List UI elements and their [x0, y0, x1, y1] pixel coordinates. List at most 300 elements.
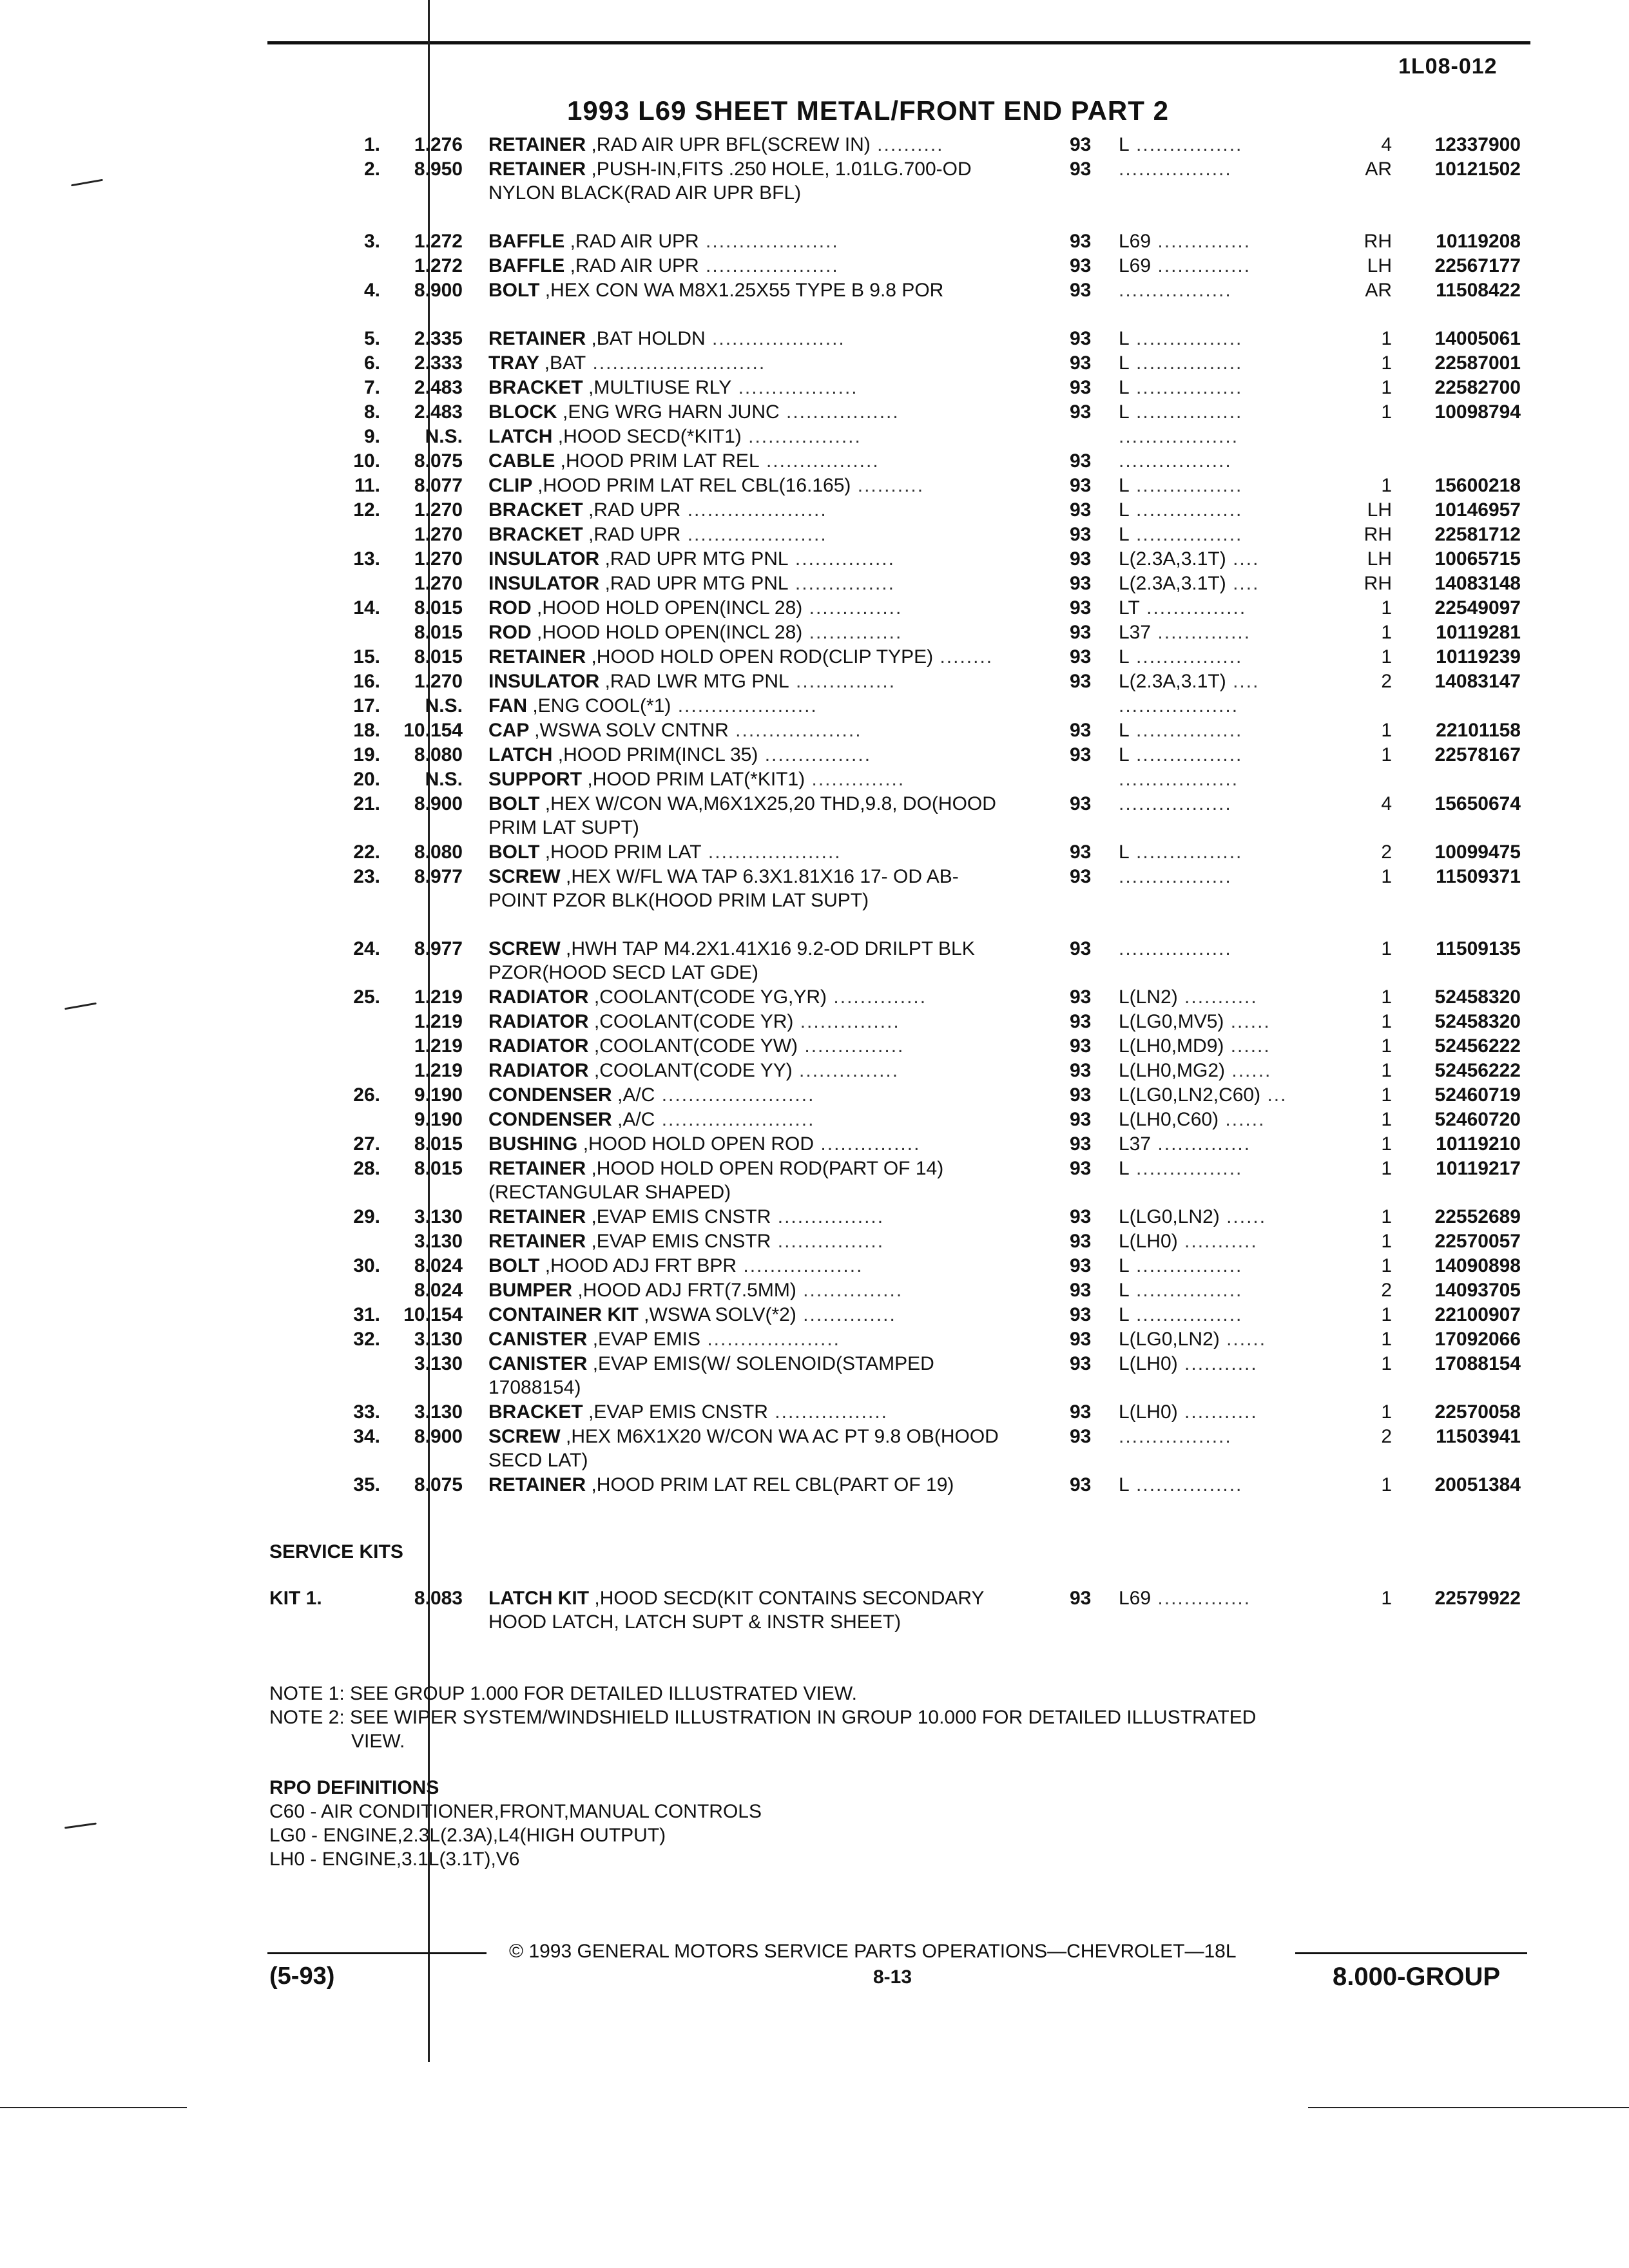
part-name: SCREW [488, 938, 566, 959]
model-code: ................. [1119, 1426, 1232, 1447]
page-number: 8-13 [873, 1966, 912, 1988]
scan-artifact-line [0, 2107, 187, 2108]
model-year: 93 [1070, 1401, 1092, 1423]
part-description: CAP ,WSWA SOLV CNTNR ................... [488, 720, 862, 741]
quantity: 1 [1381, 744, 1392, 765]
part-name: BOLT [488, 841, 545, 863]
part-number: 22100907 [1434, 1304, 1521, 1325]
part-detail: ,RAD UPR MTG PNL [604, 548, 789, 570]
part-detail: ,EVAP EMIS CNSTR [591, 1206, 771, 1227]
part-number: 17088154 [1434, 1353, 1521, 1374]
model-code: L(LG0,MV5) ...... [1119, 1011, 1271, 1032]
model-code: L ................ [1119, 841, 1243, 863]
part-number: 14090898 [1434, 1255, 1521, 1276]
model-year: 93 [1070, 1474, 1092, 1495]
part-number: 11508422 [1436, 280, 1521, 301]
part-detail: ,HOOD SECD(KIT CONTAINS SECONDARY HOOD LATCH, LATCH SUPT & INSTR SHEET) [488, 1588, 984, 1633]
model-code: L(LH0) ........... [1119, 1231, 1258, 1252]
part-detail: ,RAD AIR UPR BFL(SCREW IN) [591, 134, 871, 155]
part-row [0, 1132, 1629, 1157]
model-code: L69 .............. [1119, 1588, 1251, 1609]
part-name: BRACKET [488, 1401, 588, 1423]
model-code: L ................ [1119, 134, 1243, 155]
part-description: BUSHING ,HOOD HOLD OPEN ROD ............... [488, 1133, 921, 1155]
model-year: 93 [1070, 866, 1092, 887]
group-code: 1.276 [414, 134, 463, 155]
part-name: BRACKET [488, 499, 588, 521]
part-description: BUMPER ,HOOD ADJ FRT(7.5MM) ............... [488, 1280, 903, 1301]
ref-number: 3. [363, 231, 380, 252]
group-code: 8.024 [414, 1255, 463, 1276]
quantity: 1 [1381, 1329, 1392, 1350]
note-1: NOTE 1: SEE GROUP 1.000 FOR DETAILED ILLUSTRATED VIEW. [269, 1683, 857, 1704]
part-number: 12337900 [1434, 134, 1521, 155]
model-year: 93 [1070, 622, 1092, 643]
part-row [0, 718, 1629, 743]
part-description [488, 1157, 1017, 1204]
ref-number: 31. [353, 1304, 380, 1325]
ref-number: 9. [363, 426, 380, 447]
part-row [0, 449, 1629, 474]
part-name: RADIATOR [488, 1035, 594, 1057]
part-description: RADIATOR ,COOLANT(CODE YR) ............... [488, 1011, 900, 1032]
part-number: 17092066 [1434, 1329, 1521, 1350]
model-year: 93 [1070, 671, 1092, 692]
part-name: BOLT [488, 793, 545, 814]
quantity: RH [1364, 524, 1392, 545]
model-code: L ................ [1119, 499, 1243, 521]
part-description: INSULATOR ,RAD LWR MTG PNL ............... [488, 671, 896, 692]
part-name: BUSHING [488, 1133, 583, 1155]
part-name: TRAY [488, 352, 545, 374]
quantity: 1 [1381, 1158, 1392, 1179]
part-description: RADIATOR ,COOLANT(CODE YW) ............... [488, 1035, 905, 1057]
part-name: RETAINER [488, 328, 592, 349]
ref-number: 25. [353, 986, 380, 1008]
quantity: RH [1364, 573, 1392, 594]
model-code: ................. [1119, 938, 1232, 959]
ref-number: 23. [353, 866, 380, 887]
model-year: 93 [1070, 1035, 1092, 1057]
part-name: RADIATOR [488, 986, 594, 1008]
model-year: 93 [1070, 1158, 1092, 1179]
model-code: L ................ [1119, 475, 1243, 496]
part-number: 22549097 [1434, 597, 1521, 619]
model-code: L ................ [1119, 328, 1243, 349]
rpo-item: LG0 - ENGINE,2.3L(2.3A),L4(HIGH OUTPUT) [269, 1825, 666, 1846]
part-row [0, 1034, 1629, 1059]
rpo-heading: RPO DEFINITIONS [269, 1777, 439, 1798]
part-number: 22570058 [1434, 1401, 1521, 1423]
model-code: L ................ [1119, 1280, 1243, 1301]
model-code: .................. [1119, 769, 1239, 790]
part-detail: ,BAT HOLDN [591, 328, 706, 349]
quantity: AR [1365, 280, 1392, 301]
group-code: 1.272 [414, 255, 463, 276]
part-detail: ,HOOD PRIM LAT [545, 841, 702, 863]
part-name: RETAINER [488, 1231, 592, 1252]
model-year: 93 [1070, 1329, 1092, 1350]
quantity: 1 [1381, 646, 1392, 668]
part-name: CONTAINER KIT [488, 1304, 644, 1325]
part-row [0, 1400, 1629, 1425]
quantity: 1 [1381, 622, 1392, 643]
part-name: LATCH [488, 426, 558, 447]
part-name: BOLT [488, 1255, 545, 1276]
part-name: BRACKET [488, 524, 588, 545]
part-number: 10146957 [1434, 499, 1521, 521]
ref-number: 13. [353, 548, 380, 570]
part-detail: ,HOOD ADJ FRT(7.5MM) [577, 1280, 796, 1301]
part-row [0, 1327, 1629, 1352]
part-number: 10098794 [1434, 401, 1521, 423]
part-description: BAFFLE ,RAD AIR UPR .................... [488, 255, 839, 276]
quantity: 1 [1381, 597, 1392, 619]
model-code: L(LG0,LN2,C60) ... [1119, 1084, 1287, 1106]
quantity: 1 [1381, 866, 1392, 887]
quantity: AR [1365, 159, 1392, 180]
ref-number: 27. [353, 1133, 380, 1155]
ref-number: 29. [353, 1206, 380, 1227]
group-code: 1.270 [414, 499, 463, 521]
part-detail: ,COOLANT(CODE YY) [593, 1060, 793, 1081]
model-code: L ................ [1119, 401, 1243, 423]
part-description: BLOCK ,ENG WRG HARN JUNC ................. [488, 401, 900, 423]
group-code: 8.015 [414, 1158, 463, 1179]
service-kits-heading: SERVICE KITS [269, 1541, 403, 1562]
ref-number: 11. [354, 475, 380, 496]
part-row [0, 1352, 1629, 1400]
model-year: 93 [1070, 793, 1092, 814]
part-detail: ,COOLANT(CODE YR) [593, 1011, 794, 1032]
part-number: 15600218 [1434, 475, 1521, 496]
model-year: 93 [1070, 1060, 1092, 1081]
part-number: 52456222 [1434, 1060, 1521, 1081]
footer-rule-left [267, 1952, 487, 1954]
part-description [488, 792, 1017, 840]
part-number: 14093705 [1434, 1280, 1521, 1301]
part-description: RADIATOR ,COOLANT(CODE YG,YR) .............. [488, 986, 927, 1008]
model-year: 93 [1070, 377, 1092, 398]
model-code: .................. [1119, 426, 1239, 447]
ref-number: 17. [353, 695, 380, 716]
part-number: 10119210 [1436, 1133, 1521, 1155]
part-number: 52458320 [1434, 986, 1521, 1008]
part-detail: ,WSWA SOLV CNTNR [534, 720, 729, 741]
part-detail: ,HOOD PRIM LAT REL CBL(16.165) [537, 475, 851, 496]
quantity: 1 [1381, 401, 1392, 423]
part-row [0, 572, 1629, 596]
group-code: N.S. [425, 769, 463, 790]
quantity: 1 [1381, 1401, 1392, 1423]
model-code: L(LG0,LN2) ...... [1119, 1206, 1267, 1227]
part-detail: ,HEX W/FL WA TAP 6.3X1.81X16 17- OD AB-POINT PZOR BLK(HOOD PRIM LAT SUPT) [488, 866, 959, 911]
model-year: 93 [1070, 499, 1092, 521]
ref-number: 20. [353, 769, 380, 790]
group-code: 1.219 [414, 1035, 463, 1057]
part-number: 11503941 [1436, 1426, 1521, 1447]
part-number: 11509371 [1436, 866, 1521, 887]
model-code: L ................ [1119, 524, 1243, 545]
part-row [0, 1473, 1629, 1521]
quantity: 1 [1381, 1474, 1392, 1495]
model-code: L ................ [1119, 720, 1243, 741]
part-detail: ,HEX M6X1X20 W/CON WA AC PT 9.8 OB(HOOD SECD LAT) [488, 1426, 999, 1471]
model-code: L37 .............. [1119, 1133, 1251, 1155]
part-detail: ,RAD LWR MTG PNL [604, 671, 789, 692]
model-code: L(LH0,C60) ...... [1119, 1109, 1266, 1130]
part-detail: ,HOOD PRIM LAT(*KIT1) [587, 769, 805, 790]
part-detail: ,HOOD HOLD OPEN ROD(CLIP TYPE) [591, 646, 934, 668]
model-year: 93 [1070, 646, 1092, 668]
part-name: CANISTER [488, 1329, 593, 1350]
quantity: 1 [1381, 1060, 1392, 1081]
model-year: 93 [1070, 1255, 1092, 1276]
service-kits-table [0, 1586, 1629, 1658]
part-name: ROD [488, 597, 537, 619]
parts-table [0, 133, 1629, 1521]
quantity: 4 [1381, 793, 1392, 814]
part-name: CAP [488, 720, 535, 741]
model-year: 93 [1070, 938, 1092, 959]
part-detail: ,BAT [544, 352, 586, 374]
model-year: 93 [1070, 1588, 1092, 1609]
scan-artifact-line [1308, 2107, 1629, 2108]
part-detail: ,PUSH-IN,FITS .250 HOLE, 1.01LG.700-OD NYLON BLACK(RAD AIR UPR BFL) [488, 159, 972, 204]
part-number: 10119239 [1436, 646, 1521, 668]
group-code: 8.950 [414, 159, 463, 180]
group-code: 8.077 [414, 475, 463, 496]
ref-number: 30. [353, 1255, 380, 1276]
group-code: 3.130 [414, 1401, 463, 1423]
part-description: INSULATOR ,RAD UPR MTG PNL ............... [488, 573, 895, 594]
ref-number: 4. [363, 280, 380, 301]
part-row [0, 1254, 1629, 1278]
group-code: 8.024 [414, 1280, 463, 1301]
part-row [0, 840, 1629, 865]
part-name: RADIATOR [488, 1060, 594, 1081]
rpo-item: LH0 - ENGINE,3.1L(3.1T),V6 [269, 1849, 520, 1870]
model-code: L(2.3A,3.1T) .... [1119, 548, 1260, 570]
model-year: 93 [1070, 744, 1092, 765]
group-code: 1.270 [414, 548, 463, 570]
part-name: ROD [488, 622, 537, 643]
quantity: 1 [1381, 1011, 1392, 1032]
model-year: 93 [1070, 1133, 1092, 1155]
quantity: 1 [1381, 1304, 1392, 1325]
model-year: 93 [1070, 841, 1092, 863]
model-code: L(LH0,MD9) ...... [1119, 1035, 1271, 1057]
ref-number: 34. [353, 1426, 380, 1447]
quantity: LH [1367, 499, 1392, 521]
part-row [0, 596, 1629, 620]
model-year: 93 [1070, 986, 1092, 1008]
model-year: 93 [1070, 548, 1092, 570]
model-year: 93 [1070, 1231, 1092, 1252]
group-code: 3.130 [414, 1329, 463, 1350]
part-number: 52456222 [1434, 1035, 1521, 1057]
part-description: BRACKET ,RAD UPR ..................... [488, 499, 827, 521]
model-code: L ................ [1119, 1474, 1243, 1495]
part-number: 22101158 [1436, 720, 1521, 741]
model-code: L(LG0,LN2) ...... [1119, 1329, 1267, 1350]
part-row [0, 1303, 1629, 1327]
ref-number: 35. [353, 1474, 380, 1495]
ref-number: 24. [353, 938, 380, 959]
model-code: L ................ [1119, 1158, 1243, 1179]
part-detail: ,RAD UPR [588, 499, 681, 521]
part-description [488, 1586, 1017, 1634]
rpo-item: C60 - AIR CONDITIONER,FRONT,MANUAL CONTROLS [269, 1801, 762, 1822]
part-number: 20051384 [1434, 1474, 1521, 1495]
quantity: 1 [1381, 1084, 1392, 1106]
model-year: 93 [1070, 352, 1092, 374]
part-row [0, 523, 1629, 547]
part-row [0, 254, 1629, 278]
part-number: 52460719 [1434, 1084, 1521, 1106]
part-detail: ,HOOD SECD(*KIT1) [557, 426, 742, 447]
part-description: ROD ,HOOD HOLD OPEN(INCL 28) .............. [488, 622, 903, 643]
ref-number: 5. [363, 328, 380, 349]
part-name: BOLT [488, 280, 545, 301]
group-code: 1.219 [414, 986, 463, 1008]
group-code: 3.130 [414, 1353, 463, 1374]
part-row [0, 1108, 1629, 1132]
group-code: 3.130 [414, 1206, 463, 1227]
part-description: CONDENSER ,A/C ....................... [488, 1109, 815, 1130]
quantity: 1 [1381, 1133, 1392, 1155]
part-name: CONDENSER [488, 1084, 618, 1106]
group-code: 2.483 [414, 401, 463, 423]
model-year: 93 [1070, 597, 1092, 619]
scan-mark [64, 1823, 97, 1829]
model-code: ................. [1119, 866, 1232, 887]
part-description: ROD ,HOOD HOLD OPEN(INCL 28) .............. [488, 597, 903, 619]
ref-number: 6. [363, 352, 380, 374]
model-code: L69 .............. [1119, 231, 1251, 252]
part-detail: ,RAD UPR [588, 524, 681, 545]
part-number: 10065715 [1434, 548, 1521, 570]
part-row [0, 1229, 1629, 1254]
part-detail: ,COOLANT(CODE YW) [593, 1035, 798, 1057]
part-row [0, 985, 1629, 1010]
model-code: L(2.3A,3.1T) .... [1119, 573, 1260, 594]
quantity: 1 [1381, 1231, 1392, 1252]
model-year: 93 [1070, 231, 1092, 252]
group-code: 8.900 [414, 1426, 463, 1447]
model-code: L(2.3A,3.1T) .... [1119, 671, 1260, 692]
part-row [0, 620, 1629, 645]
ref-number: 22. [353, 841, 380, 863]
model-year: 93 [1070, 328, 1092, 349]
quantity: 1 [1381, 352, 1392, 374]
part-description: BOLT ,HOOD PRIM LAT .................... [488, 841, 842, 863]
quantity: LH [1367, 255, 1392, 276]
quantity: 1 [1381, 1255, 1392, 1276]
part-row [0, 133, 1629, 157]
group-code: 1.270 [414, 671, 463, 692]
group-code: 8.075 [414, 1474, 463, 1495]
model-code: .................. [1119, 695, 1239, 716]
part-name: CLIP [488, 475, 538, 496]
part-number: 52460720 [1434, 1109, 1521, 1130]
group-code: 10.154 [403, 720, 463, 741]
part-name: RETAINER [488, 159, 592, 180]
ref-number: 12. [353, 499, 380, 521]
part-number: 11509135 [1436, 938, 1521, 959]
footer-rule-right [1295, 1952, 1527, 1954]
quantity: 1 [1381, 1588, 1392, 1609]
part-description [488, 937, 1017, 985]
part-row [0, 1205, 1629, 1229]
part-row [0, 474, 1629, 498]
part-row [0, 743, 1629, 767]
part-description [488, 1473, 1017, 1497]
model-code: ................. [1119, 280, 1232, 301]
part-row [0, 376, 1629, 400]
quantity: 2 [1381, 1280, 1392, 1301]
group-code: N.S. [425, 426, 463, 447]
group-code: 8.900 [414, 793, 463, 814]
part-description: RETAINER ,EVAP EMIS CNSTR ................ [488, 1206, 885, 1227]
group-code: 3.130 [414, 1231, 463, 1252]
part-number: 22581712 [1434, 524, 1521, 545]
model-code: ................. [1119, 450, 1232, 472]
page-title: 1993 L69 SHEET METAL/FRONT END PART 2 [567, 95, 1169, 126]
group-code: 8.977 [414, 866, 463, 887]
ref-number: 18. [353, 720, 380, 741]
part-detail: ,A/C [617, 1109, 655, 1130]
model-year: 93 [1070, 401, 1092, 423]
part-description: RETAINER ,HOOD HOLD OPEN ROD(CLIP TYPE) ........ [488, 646, 994, 668]
ref-number: 21. [353, 793, 380, 814]
ref-number: 1. [363, 134, 380, 155]
part-number: 10119281 [1436, 622, 1521, 643]
part-name: INSULATOR [488, 548, 605, 570]
part-detail: ,HWH TAP M4.2X1.41X16 9.2-OD DRILPT BLK PZOR(HOOD SECD LAT GDE) [488, 938, 975, 983]
part-detail: ,EVAP EMIS CNSTR [588, 1401, 768, 1423]
part-name: INSULATOR [488, 671, 605, 692]
part-row [0, 645, 1629, 669]
part-number: 22552689 [1434, 1206, 1521, 1227]
part-description: BAFFLE ,RAD AIR UPR .................... [488, 231, 839, 252]
part-name: RETAINER [488, 646, 592, 668]
part-description: BOLT ,HOOD ADJ FRT BPR .................. [488, 1255, 863, 1276]
ref-number: 8. [363, 401, 380, 423]
part-description [488, 157, 1017, 205]
part-row [0, 327, 1629, 351]
part-description [488, 1352, 1017, 1399]
quantity: 1 [1381, 1353, 1392, 1374]
part-name: FAN [488, 695, 533, 716]
model-code: L ................ [1119, 646, 1243, 668]
part-name: RETAINER [488, 134, 592, 155]
part-description: CANISTER ,EVAP EMIS .................... [488, 1329, 841, 1350]
notes-section [269, 1682, 1256, 1753]
part-name: RETAINER [488, 1206, 592, 1227]
ref-number: 14. [353, 597, 380, 619]
rpo-definitions [269, 1776, 762, 1871]
model-code: ................. [1119, 159, 1232, 180]
model-year: 93 [1070, 134, 1092, 155]
part-detail: ,HOOD PRIM(INCL 35) [557, 744, 758, 765]
part-name: RADIATOR [488, 1011, 594, 1032]
part-number: 22587001 [1434, 352, 1521, 374]
quantity: 1 [1381, 1109, 1392, 1130]
part-detail: ,RAD AIR UPR [570, 231, 699, 252]
part-description: RETAINER ,EVAP EMIS CNSTR ................ [488, 1231, 885, 1252]
group-code: 9.190 [414, 1109, 463, 1130]
